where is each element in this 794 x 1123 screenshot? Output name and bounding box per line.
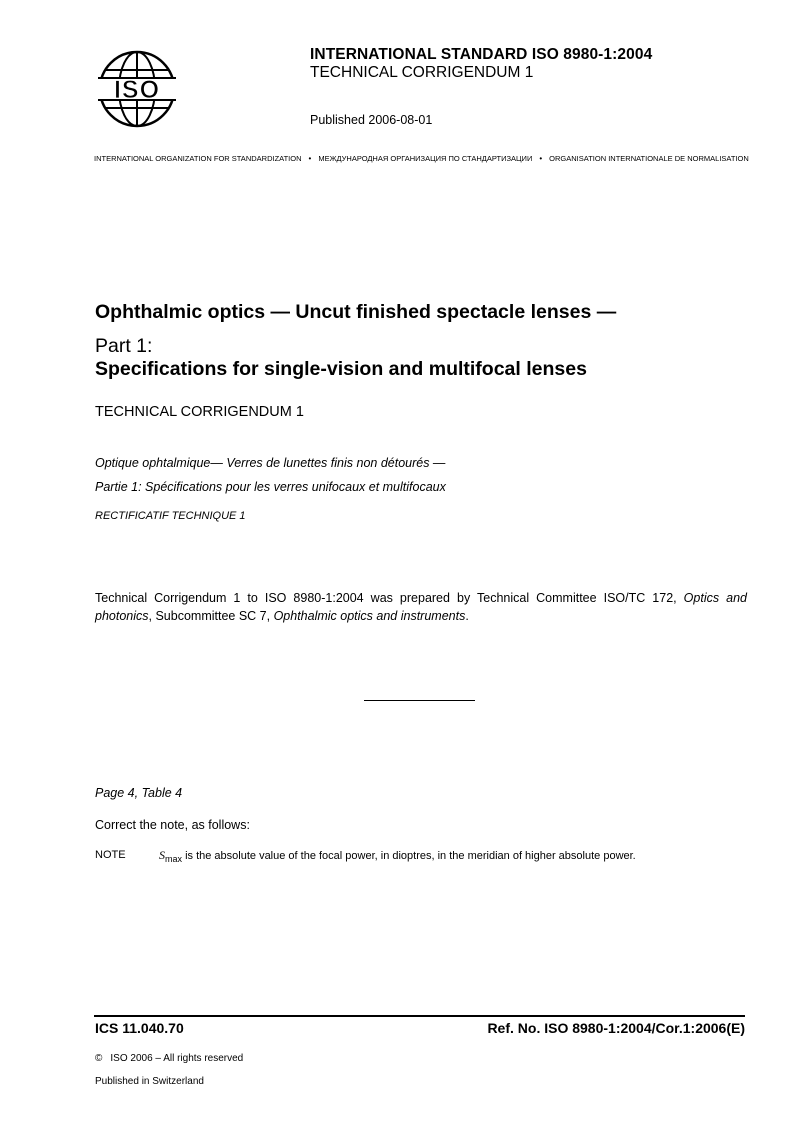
ics-code: ICS 11.040.70 [95, 1020, 184, 1036]
part-title: Specifications for single-vision and multifocal lenses [95, 358, 587, 380]
standard-title: INTERNATIONAL STANDARD ISO 8980-1:2004 [310, 46, 653, 63]
corrigendum-label: TECHNICAL CORRIGENDUM 1 [310, 64, 534, 81]
published-in: Published in Switzerland [95, 1076, 204, 1087]
note-subscript: max [165, 854, 183, 864]
note-symbol: S [159, 848, 165, 862]
logo-text: ISO [113, 76, 161, 104]
bullet-icon: • [308, 154, 312, 163]
note-label: NOTE [95, 849, 126, 861]
part-number: Part 1: [95, 335, 153, 357]
reference-number: Ref. No. ISO 8980-1:2004/Cor.1:2006(E) [487, 1020, 745, 1036]
corrigendum-heading: TECHNICAL CORRIGENDUM 1 [95, 404, 304, 420]
prep-text: Technical Corrigendum 1 to ISO 8980-1:2004 was prepared by Technical Committee ISO/TC 172, [95, 591, 684, 605]
committee-name: Optics and photonics [95, 591, 747, 623]
org-name-fr: ORGANISATION INTERNATIONALE DE NORMALISATION [549, 154, 749, 163]
prep-text: , Subcommittee SC 7, [148, 608, 274, 623]
iso-globe-icon [96, 48, 178, 130]
correction-instruction: Correct the note, as follows: [95, 818, 250, 832]
section-divider [364, 700, 475, 701]
subcommittee-name: Ophthalmic optics and instruments [273, 608, 466, 623]
copyright-text: ISO 2006 – All rights reserved [110, 1053, 244, 1064]
french-corrigendum: RECTIFICATIF TECHNIQUE 1 [95, 510, 246, 522]
prep-text: . [465, 608, 469, 623]
french-part-title: Partie 1: Spécifications pour les verres unifocaux et multifocaux [95, 480, 446, 494]
document-title: Ophthalmic optics — Uncut finished spectacle lenses — [95, 301, 617, 323]
published-date: Published 2006-08-01 [310, 113, 433, 127]
org-name-en: INTERNATIONAL ORGANIZATION FOR STANDARDIZATION [94, 154, 302, 163]
bullet-icon: • [539, 154, 543, 163]
iso-logo [96, 48, 178, 130]
org-name-ru: МЕЖДУНАРОДНАЯ ОРГАНИЗАЦИЯ ПО СТАНДАРТИЗАЦИИ [318, 154, 533, 163]
french-title: Optique ophtalmique— Verres de lunettes finis non détourés — [95, 456, 446, 470]
note-text [159, 848, 636, 864]
preparation-statement [95, 590, 747, 625]
copyright-icon: © [95, 1053, 103, 1064]
copyright-line [95, 1053, 243, 1064]
footer-rule [94, 1015, 745, 1017]
note-body: is the absolute value of the focal power, in dioptres, in the meridian of higher absolute power. [182, 850, 636, 862]
organization-names [94, 154, 749, 163]
page-reference: Page 4, Table 4 [95, 786, 183, 800]
